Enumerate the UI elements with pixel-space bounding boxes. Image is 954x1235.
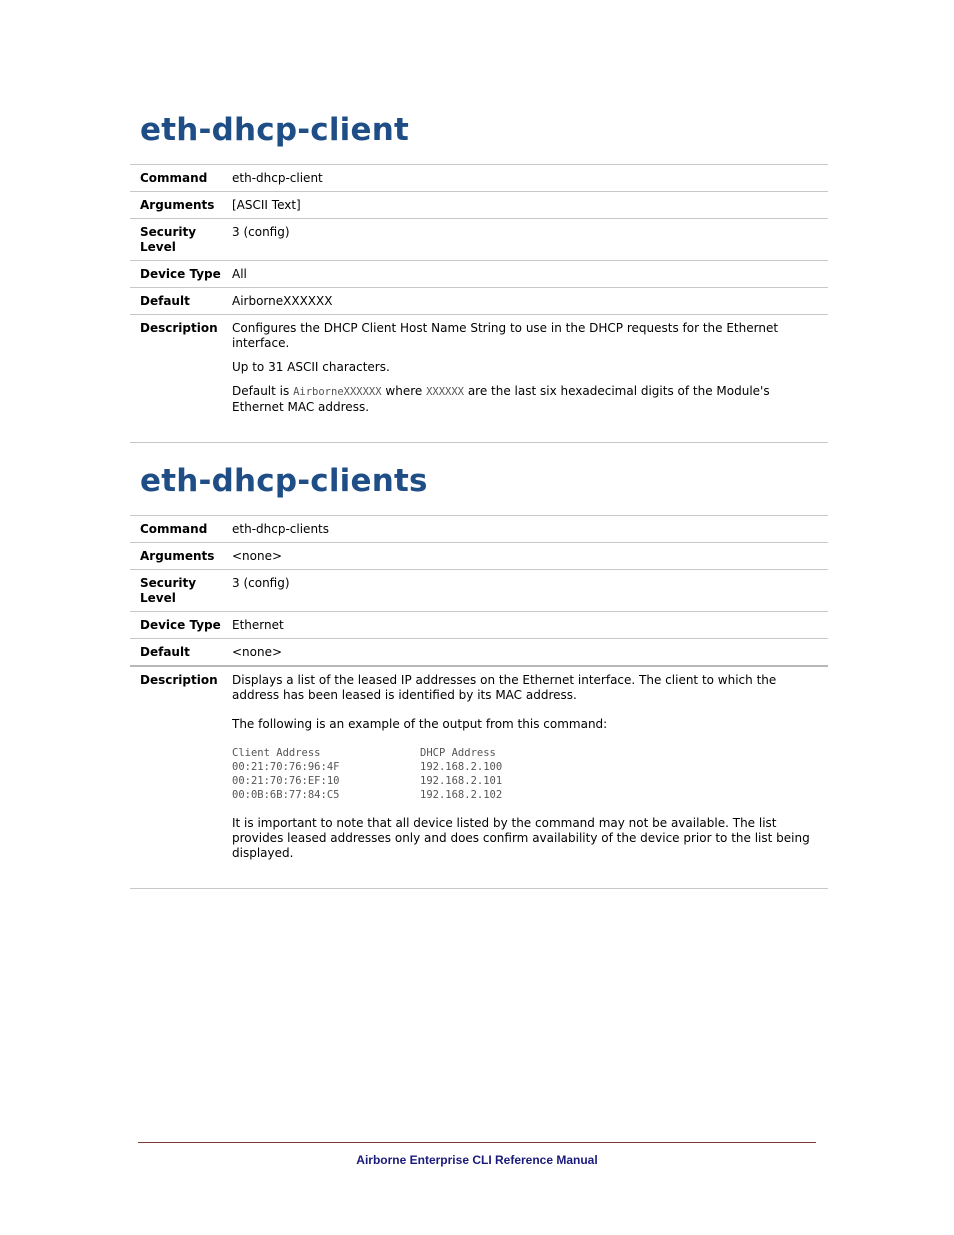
row-device-type bbox=[130, 612, 828, 639]
row-description bbox=[130, 666, 828, 889]
label-security-level: Security Level bbox=[140, 576, 197, 605]
label-default: Default bbox=[140, 294, 190, 308]
row-default bbox=[130, 639, 828, 667]
label-description: Description bbox=[140, 321, 218, 335]
output-client-address: 00:0B:6B:77:84:C5 bbox=[232, 789, 340, 801]
row-security-level bbox=[130, 219, 828, 261]
value-arguments: [ASCII Text] bbox=[232, 198, 301, 212]
row-command bbox=[130, 165, 828, 192]
row-default bbox=[130, 288, 828, 315]
label-default: Default bbox=[140, 645, 190, 659]
footer-rule bbox=[138, 1142, 816, 1143]
description-paragraph: The following is an example of the output from this command: bbox=[232, 717, 608, 731]
value-command: eth-dhcp-clients bbox=[232, 522, 330, 536]
label-arguments: Arguments bbox=[140, 198, 215, 212]
row-arguments bbox=[130, 543, 828, 570]
label-command: Command bbox=[140, 171, 208, 185]
row-arguments bbox=[130, 192, 828, 219]
footer-title: Airborne Enterprise CLI Reference Manual bbox=[356, 1153, 598, 1167]
output-row bbox=[232, 760, 820, 774]
output-client-address: 00:21:70:76:EF:10 bbox=[232, 775, 340, 787]
output-header-row bbox=[232, 746, 820, 760]
row-command bbox=[130, 516, 828, 543]
value-security-level: 3 (config) bbox=[232, 576, 290, 590]
output-header-dhcp: DHCP Address bbox=[420, 747, 496, 759]
row-description bbox=[130, 315, 828, 443]
description-paragraph: Up to 31 ASCII characters. bbox=[232, 360, 390, 374]
description-paragraph: It is important to note that all device listed by the command may not be available. The list provides leased addresses only and does confirm availability of the device prior to the list being displayed. bbox=[232, 816, 810, 860]
description-text: Default is bbox=[232, 384, 294, 398]
section-eth-dhcp-clients bbox=[130, 459, 828, 889]
output-dhcp-address: 192.168.2.101 bbox=[420, 775, 503, 787]
value-device-type: All bbox=[232, 267, 247, 281]
value-command: eth-dhcp-client bbox=[232, 171, 323, 185]
section-title: eth-dhcp-clients bbox=[140, 463, 428, 499]
value-description bbox=[232, 666, 828, 889]
row-device-type bbox=[130, 261, 828, 288]
value-security-level: 3 (config) bbox=[232, 225, 290, 239]
description-text: where bbox=[381, 384, 427, 398]
value-default: <none> bbox=[232, 645, 283, 659]
description-paragraph: Displays a list of the leased IP addresses on the Ethernet interface. The client to which the address has been leased is identified by its MAC address. bbox=[232, 673, 777, 702]
label-description: Description bbox=[140, 673, 218, 687]
output-client-address: 00:21:70:76:96:4F bbox=[232, 761, 340, 773]
value-description bbox=[232, 315, 828, 443]
value-device-type: Ethernet bbox=[232, 618, 284, 632]
output-dhcp-address: 192.168.2.102 bbox=[420, 789, 503, 801]
inline-code: AirborneXXXXXX bbox=[293, 386, 382, 398]
output-header-client: Client Address bbox=[232, 747, 321, 759]
command-table bbox=[130, 164, 828, 443]
output-row bbox=[232, 774, 820, 788]
label-device-type: Device Type bbox=[140, 618, 221, 632]
command-table bbox=[130, 515, 828, 889]
description-paragraph: Configures the DHCP Client Host Name String to use in the DHCP requests for the Ethernet interface. bbox=[232, 321, 779, 350]
label-command: Command bbox=[140, 522, 208, 536]
output-row bbox=[232, 788, 820, 802]
description-paragraph bbox=[232, 384, 820, 415]
command-output-example bbox=[232, 746, 820, 802]
value-default: AirborneXXXXXX bbox=[232, 294, 333, 308]
description-text: are the last six hexadecimal digits of the Module's Ethernet MAC address. bbox=[232, 384, 770, 414]
label-security-level: Security Level bbox=[140, 225, 197, 254]
section-eth-dhcp-client bbox=[130, 108, 828, 443]
value-arguments: <none> bbox=[232, 549, 283, 563]
label-arguments: Arguments bbox=[140, 549, 215, 563]
output-dhcp-address: 192.168.2.100 bbox=[420, 761, 503, 773]
section-title: eth-dhcp-client bbox=[140, 112, 410, 148]
inline-code: XXXXXX bbox=[426, 386, 464, 398]
row-security-level bbox=[130, 570, 828, 612]
label-device-type: Device Type bbox=[140, 267, 221, 281]
